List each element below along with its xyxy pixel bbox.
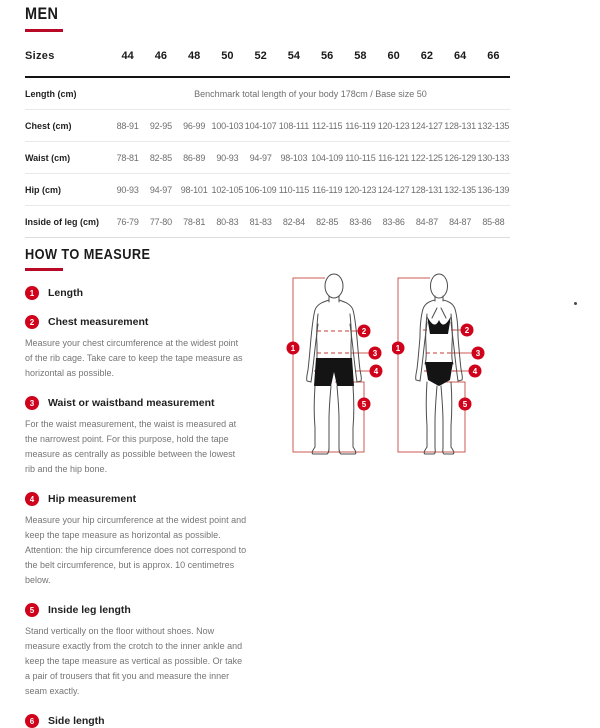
- size-value-cell: 126-129: [444, 152, 476, 163]
- size-value-cell: 100-103: [211, 120, 244, 131]
- size-value-cell: 110-115: [278, 184, 310, 195]
- size-table-row: [25, 142, 510, 174]
- size-value-cell: 128-131: [411, 184, 443, 195]
- number-badge: 2: [25, 315, 39, 329]
- measure-list: [25, 286, 253, 728]
- measure-item-4: [25, 492, 253, 506]
- measure-item-label: Waist or waistband measurement: [48, 397, 215, 409]
- size-column-header: 64: [454, 50, 467, 62]
- size-value-cell: 98-103: [280, 152, 308, 163]
- section-title-underline: [25, 268, 63, 271]
- size-value-cell: 122-125: [411, 152, 443, 163]
- size-value-cell: 132-135: [477, 120, 510, 131]
- size-table-row: [25, 110, 510, 142]
- size-column-header: 56: [321, 50, 334, 62]
- size-table-body: [25, 110, 510, 237]
- size-value-cell: 120-123: [344, 184, 377, 195]
- size-column-header: 66: [487, 50, 500, 62]
- size-value-cell: 83-86: [349, 216, 372, 227]
- artifact-dot: [574, 302, 577, 305]
- size-value-cell: 130-133: [477, 152, 510, 163]
- svg-text:1: 1: [290, 344, 296, 353]
- row-label: Inside of leg (cm): [25, 216, 100, 227]
- size-column-header: 50: [221, 50, 234, 62]
- figure-marker-1: [392, 342, 405, 355]
- feet: [312, 447, 356, 454]
- size-value-cell: 116-119: [311, 184, 343, 195]
- size-value-cell: 98-101: [180, 184, 208, 195]
- size-value-cell: 90-93: [116, 184, 139, 195]
- size-table: [25, 42, 510, 237]
- svg-text:2: 2: [361, 327, 367, 336]
- svg-text:3: 3: [372, 349, 378, 358]
- size-value-cell: 82-85: [316, 216, 339, 227]
- figure-marker-1: [287, 342, 300, 355]
- size-table-header-row: [25, 42, 510, 78]
- size-value-cell: 110-115: [345, 152, 376, 163]
- measure-item-label: Chest measurement: [48, 316, 149, 328]
- row-label: Hip (cm): [25, 184, 61, 195]
- svg-text:5: 5: [361, 400, 367, 409]
- size-column-header: 44: [121, 50, 134, 62]
- size-value-cell: 83-86: [382, 216, 405, 227]
- length-row: [25, 78, 510, 110]
- size-column-header: 46: [154, 50, 167, 62]
- size-value-cell: 96-99: [183, 120, 206, 131]
- section-title: HOW TO MEASURE: [25, 246, 151, 263]
- size-value-cell: 124-127: [411, 120, 443, 131]
- bra: [427, 316, 451, 334]
- size-value-cell: 106-109: [244, 184, 277, 195]
- svg-text:4: 4: [472, 367, 478, 376]
- figure-marker-5: [358, 398, 371, 411]
- size-column-header: 48: [188, 50, 201, 62]
- measure-item-3: [25, 396, 253, 410]
- figure-marker-4: [469, 365, 482, 378]
- size-value-cell: 136-139: [477, 184, 510, 195]
- size-value-cell: 104-109: [311, 152, 343, 163]
- figure-marker-2: [358, 325, 371, 338]
- number-badge: 3: [25, 396, 39, 410]
- size-value-cell: 94-97: [249, 152, 272, 163]
- size-value-cell: 108-111: [278, 120, 310, 131]
- measure-item-1: [25, 286, 253, 300]
- measure-item-description: For the waist measurement, the waist is measured at the narrowest point. For this purpose, hold the tape measure as centrally as possible between the lowest rib and the hip bone.: [25, 419, 237, 474]
- svg-text:1: 1: [395, 344, 401, 353]
- size-column-header: 62: [420, 50, 433, 62]
- size-value-cell: 120-123: [377, 120, 410, 131]
- size-value-cell: 82-85: [149, 152, 172, 163]
- svg-text:4: 4: [373, 367, 379, 376]
- size-value-cell: 116-121: [378, 152, 410, 163]
- size-value-cell: 78-81: [183, 216, 206, 227]
- size-value-cell: 77-80: [149, 216, 172, 227]
- size-value-cell: 76-79: [116, 216, 139, 227]
- measure-item-description: Measure your hip circumference at the widest point and keep the tape measure as horizontal as possible. Attention: the hip circumference does not correspond to the belt circumference, but is approx. 10 centimetres below.: [25, 515, 247, 585]
- head-outline: [431, 274, 448, 298]
- measure-item-label: Side length: [48, 715, 105, 727]
- svg-text:3: 3: [475, 349, 481, 358]
- size-value-cell: 112-115: [311, 120, 343, 131]
- feet: [424, 447, 454, 454]
- svg-text:5: 5: [462, 400, 468, 409]
- size-value-cell: 94-97: [149, 184, 172, 195]
- size-value-cell: 116-119: [345, 120, 376, 131]
- size-value-cell: 104-107: [244, 120, 277, 131]
- size-value-cell: 102-105: [211, 184, 244, 195]
- measure-item-6: [25, 714, 253, 728]
- row-label: Waist (cm): [25, 152, 71, 163]
- figure-marker-2: [461, 324, 474, 337]
- size-value-cell: 124-127: [377, 184, 410, 195]
- measure-item-label: Length: [48, 287, 83, 299]
- size-value-cell: 88-91: [116, 120, 139, 131]
- figure-marker-3: [472, 347, 485, 360]
- head-outline: [325, 274, 343, 298]
- number-badge: 5: [25, 603, 39, 617]
- size-value-cell: 132-135: [444, 184, 476, 195]
- figure-marker-5: [459, 398, 472, 411]
- measure-item-5: [25, 603, 253, 617]
- size-value-cell: 84-87: [449, 216, 472, 227]
- size-table-row: [25, 174, 510, 206]
- shorts: [314, 358, 354, 386]
- size-value-cell: 128-131: [444, 120, 476, 131]
- measure-item-description: Measure your chest circumference at the widest point of the rib cage. Take care to keep the tape measure as horizontal as possible.: [25, 338, 243, 378]
- figure-marker-4: [370, 365, 383, 378]
- title-underline: [25, 29, 63, 32]
- size-value-cell: 86-89: [183, 152, 206, 163]
- length-row-label: Length (cm): [25, 88, 77, 99]
- number-badge: 6: [25, 714, 39, 728]
- svg-text:2: 2: [464, 326, 470, 335]
- measure-item-description: Stand vertically on the floor without shoes. Now measure exactly from the crotch to the inner ankle and keep the tape measure as vertical as possible. Or take a pair of trousers that fit you and measure the inner seam exactly.: [25, 626, 243, 696]
- size-value-cell: 92-95: [149, 120, 172, 131]
- figure-marker-3: [369, 347, 382, 360]
- female-body-diagram: [392, 270, 524, 462]
- row-label: Chest (cm): [25, 120, 72, 131]
- size-column-header: 58: [354, 50, 367, 62]
- size-value-cell: 80-83: [216, 216, 239, 227]
- measure-item-label: Hip measurement: [48, 493, 137, 505]
- page-title: MEN: [25, 4, 59, 23]
- size-value-cell: 82-84: [282, 216, 305, 227]
- size-value-cell: 85-88: [482, 216, 505, 227]
- size-value-cell: 81-83: [249, 216, 272, 227]
- sizes-header-label: Sizes: [25, 50, 55, 62]
- size-column-header: 52: [254, 50, 267, 62]
- number-badge: 4: [25, 492, 39, 506]
- measure-item-2: [25, 315, 253, 329]
- number-badge: 1: [25, 286, 39, 300]
- size-column-header: 54: [287, 50, 300, 62]
- measure-item-label: Inside leg length: [48, 604, 131, 616]
- size-value-cell: 78-81: [116, 152, 139, 163]
- length-row-value: Benchmark total length of your body 178cm / Base size 50: [194, 88, 427, 99]
- size-column-header: 60: [387, 50, 400, 62]
- size-table-row: [25, 206, 510, 237]
- size-value-cell: 84-87: [415, 216, 438, 227]
- size-value-cell: 90-93: [216, 152, 239, 163]
